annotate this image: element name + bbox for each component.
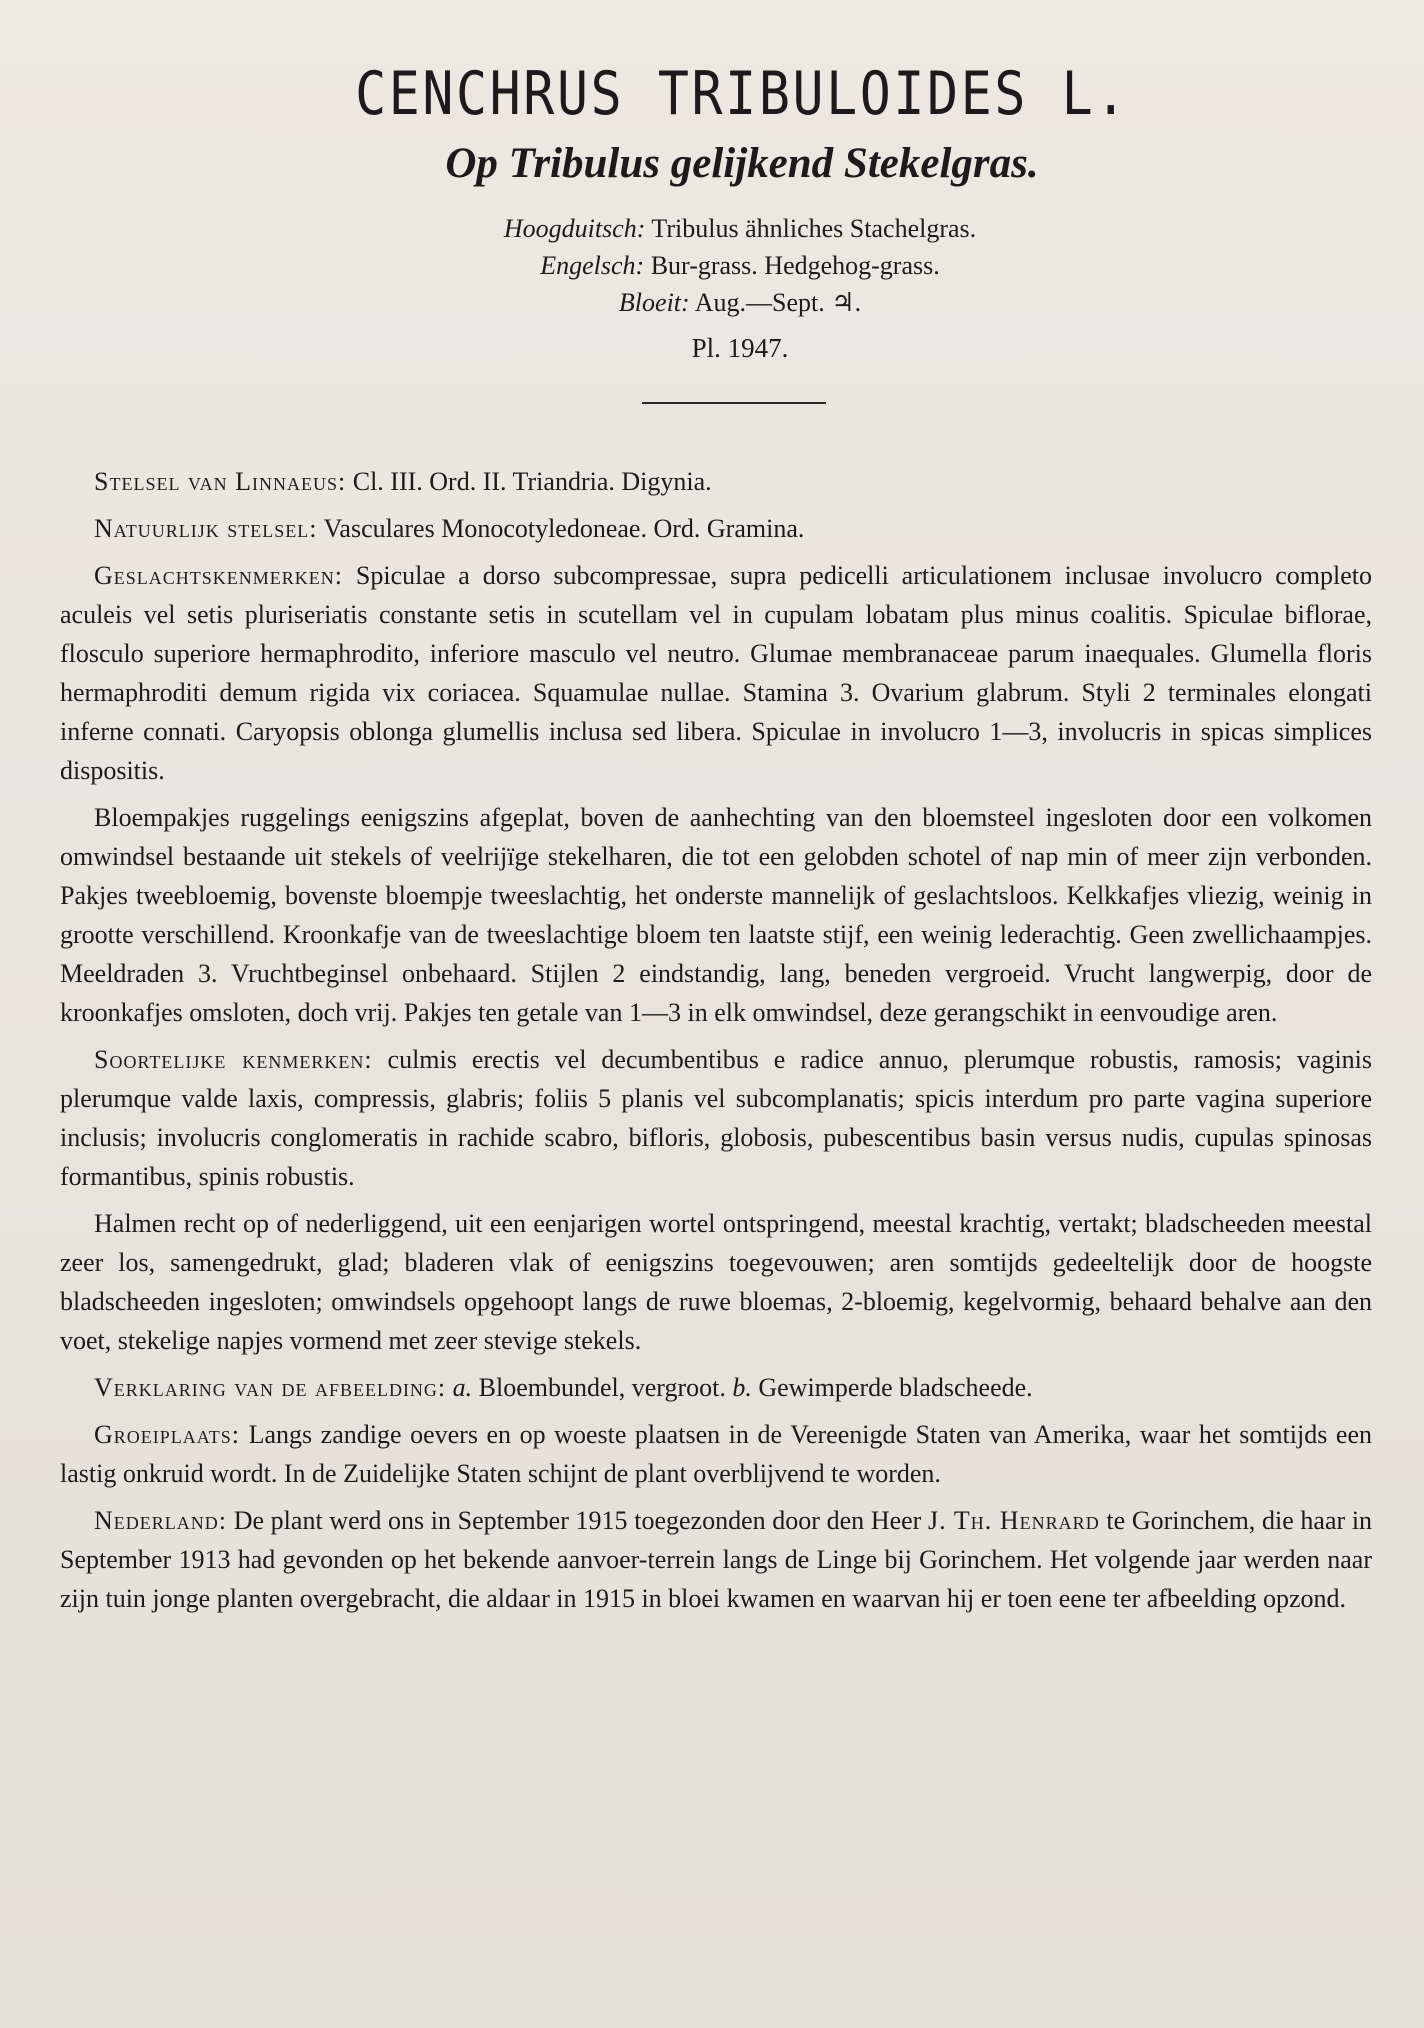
paragraph-natural-system bbox=[60, 509, 1372, 548]
name-label: Hoogduitsch: bbox=[503, 214, 646, 243]
paragraph-genus-latin bbox=[60, 556, 1372, 790]
header bbox=[0, 58, 1424, 404]
section-label: Natuurlijk stelsel: bbox=[94, 514, 318, 543]
name-label: Engelsch: bbox=[540, 251, 645, 280]
section-label: Soortelijke kenmerken: bbox=[94, 1045, 373, 1074]
species-title: CENCHRUS TRIBULOIDES L. bbox=[355, 59, 1129, 129]
paragraph-netherlands bbox=[60, 1501, 1372, 1618]
name-value: Bur-grass. Hedgehog-grass. bbox=[650, 251, 940, 280]
section-text: Spiculae a dorso subcompressae, supra pedicelli articulationem inclusae involucro completo aculeis vel setis pluriseriatis constante setis in scutellam vel in cupulam lobatam plus minus coalitis. Spiculae biflorae, flosculo superiore hermaphrodito, inferiore masculo vel neutro. Glumae membranaceae parum inaequales. Glumella floris hermaphroditi demum rigida vix coriacea. Squamulae nullae. Stamina 3. Ovarium glabrum. Styli 2 terminales elongati inferne connati. Caryopsis oblonga glumellis inclusa sed libera. Spiculae in involucro 1—3, involucris in spicas simplices dispositis. bbox=[60, 561, 1372, 785]
section-label: Stelsel van Linnaeus: bbox=[94, 467, 347, 496]
figure-letter: a. bbox=[452, 1373, 473, 1402]
paragraph-species-latin bbox=[60, 1040, 1372, 1196]
name-german bbox=[28, 210, 1424, 247]
section-label: Verklaring van de afbeelding: bbox=[94, 1373, 447, 1402]
plate-number: Pl. 1947. bbox=[691, 333, 789, 363]
name-value: Tribulus ähnliches Stachelgras. bbox=[651, 214, 977, 243]
paragraph-linnaeus bbox=[60, 462, 1372, 501]
flowering-time bbox=[28, 284, 1424, 321]
name-label: Bloeit: bbox=[618, 288, 690, 317]
section-text: te Gorinchem, die haar in September 1913 had gevonden op het bekende aanvoer-terrein langs de Linge bij Gorinchem. Het volgende jaar werden naar zijn tuin jonge planten overgebracht, die aldaar in 1915 in bloei kwamen en waarvan hij er toen eene ter afbeelding opzond. bbox=[60, 1506, 1373, 1613]
name-value: Aug.—Sept. ♃. bbox=[694, 288, 862, 317]
figure-letter: b. bbox=[732, 1373, 752, 1402]
section-text: Langs zandige oevers en op woeste plaatsen in de Vereenigde Staten van Amerika, waar het somtijds een lastig onkruid wordt. In de Zuidelijke Staten schijnt de plant overblijvend te worden. bbox=[60, 1420, 1372, 1488]
name-english bbox=[28, 247, 1424, 284]
common-names bbox=[28, 210, 1424, 321]
paragraph-habitat bbox=[60, 1415, 1372, 1493]
figure-text: Bloembundel, vergroot. bbox=[478, 1373, 726, 1402]
dutch-name: Op Tribulus gelijkend Stekelgras. bbox=[445, 140, 1039, 187]
section-label: Nederland: bbox=[94, 1506, 227, 1535]
divider bbox=[642, 402, 826, 404]
paragraph-genus-dutch: Bloempakjes ruggelings eenigszins afgeplat, boven de aanhechting van den bloemsteel ingesloten door een volkomen omwindsel bestaande uit stekels of veelrijïge stekelharen, die tot een gelobden schotel of nap min of meer zijn verbonden. Pakjes tweebloemig, bovenste bloempje tweeslachtig, het onderste mannelijk of geslachtsloos. Kelkkafjes vliezig, weinig in grootte verschillend. Kroonkafje van de tweeslachtige bloem ten laatste stijf, een weinig lederachtig. Geen zwellichaampjes. Meeldraden 3. Vruchtbeginsel onbehaard. Stijlen 2 eindstandig, lang, beneden vergroeid. Vrucht langwerpig, door de kroonkafjes omsloten, doch vrij. Pakjes ten getale van 1—3 in elk omwindsel, deze gerangschikt in eenvoudige aren. bbox=[60, 803, 1372, 1027]
person-name: J. Th. Henrard bbox=[928, 1506, 1100, 1535]
section-text: De plant werd ons in September 1915 toegezonden door den Heer bbox=[233, 1506, 922, 1535]
section-text: culmis erectis vel decumbentibus e radice annuo, plerumque robustis, ramosis; vaginis plerumque valde laxis, compressis, glabris; foliis 5 planis vel subcomplanatis; spicis interdum pro parte vagina superiore inclusis; involucris conglomeratis in rachide scabro, bifloris, globosis, pubescentibus basin versus nudis, cupulas spinosas formantibus, spinis robustis. bbox=[60, 1045, 1373, 1191]
figure-text: Gewimperde bladscheede. bbox=[758, 1373, 1033, 1402]
paragraph-species-dutch: Halmen recht op of nederliggend, uit een eenjarigen wortel ontspringend, meestal krachtig, vertakt; bladscheeden meestal zeer los, samengedrukt, glad; bladeren vlak of eenigszins toegevouwen; aren somtijds gedeeltelijk door de hoogste bladscheeden ingesloten; omwindsels opgehoopt langs de ruwe bloemas, 2-bloemig, kegelvormig, behaard behalve aan den voet, stekelige napjes vormend met zeer stevige stekels. bbox=[60, 1209, 1372, 1355]
section-text: Cl. III. Ord. II. Triandria. Digynia. bbox=[352, 467, 712, 496]
body-text bbox=[60, 462, 1372, 1626]
section-label: Groeiplaats: bbox=[94, 1420, 241, 1449]
section-label: Geslachtskenmerken: bbox=[94, 561, 344, 590]
paragraph-figure-explanation bbox=[60, 1368, 1372, 1407]
section-text: Vasculares Monocotyledoneae. Ord. Gramina. bbox=[323, 514, 805, 543]
